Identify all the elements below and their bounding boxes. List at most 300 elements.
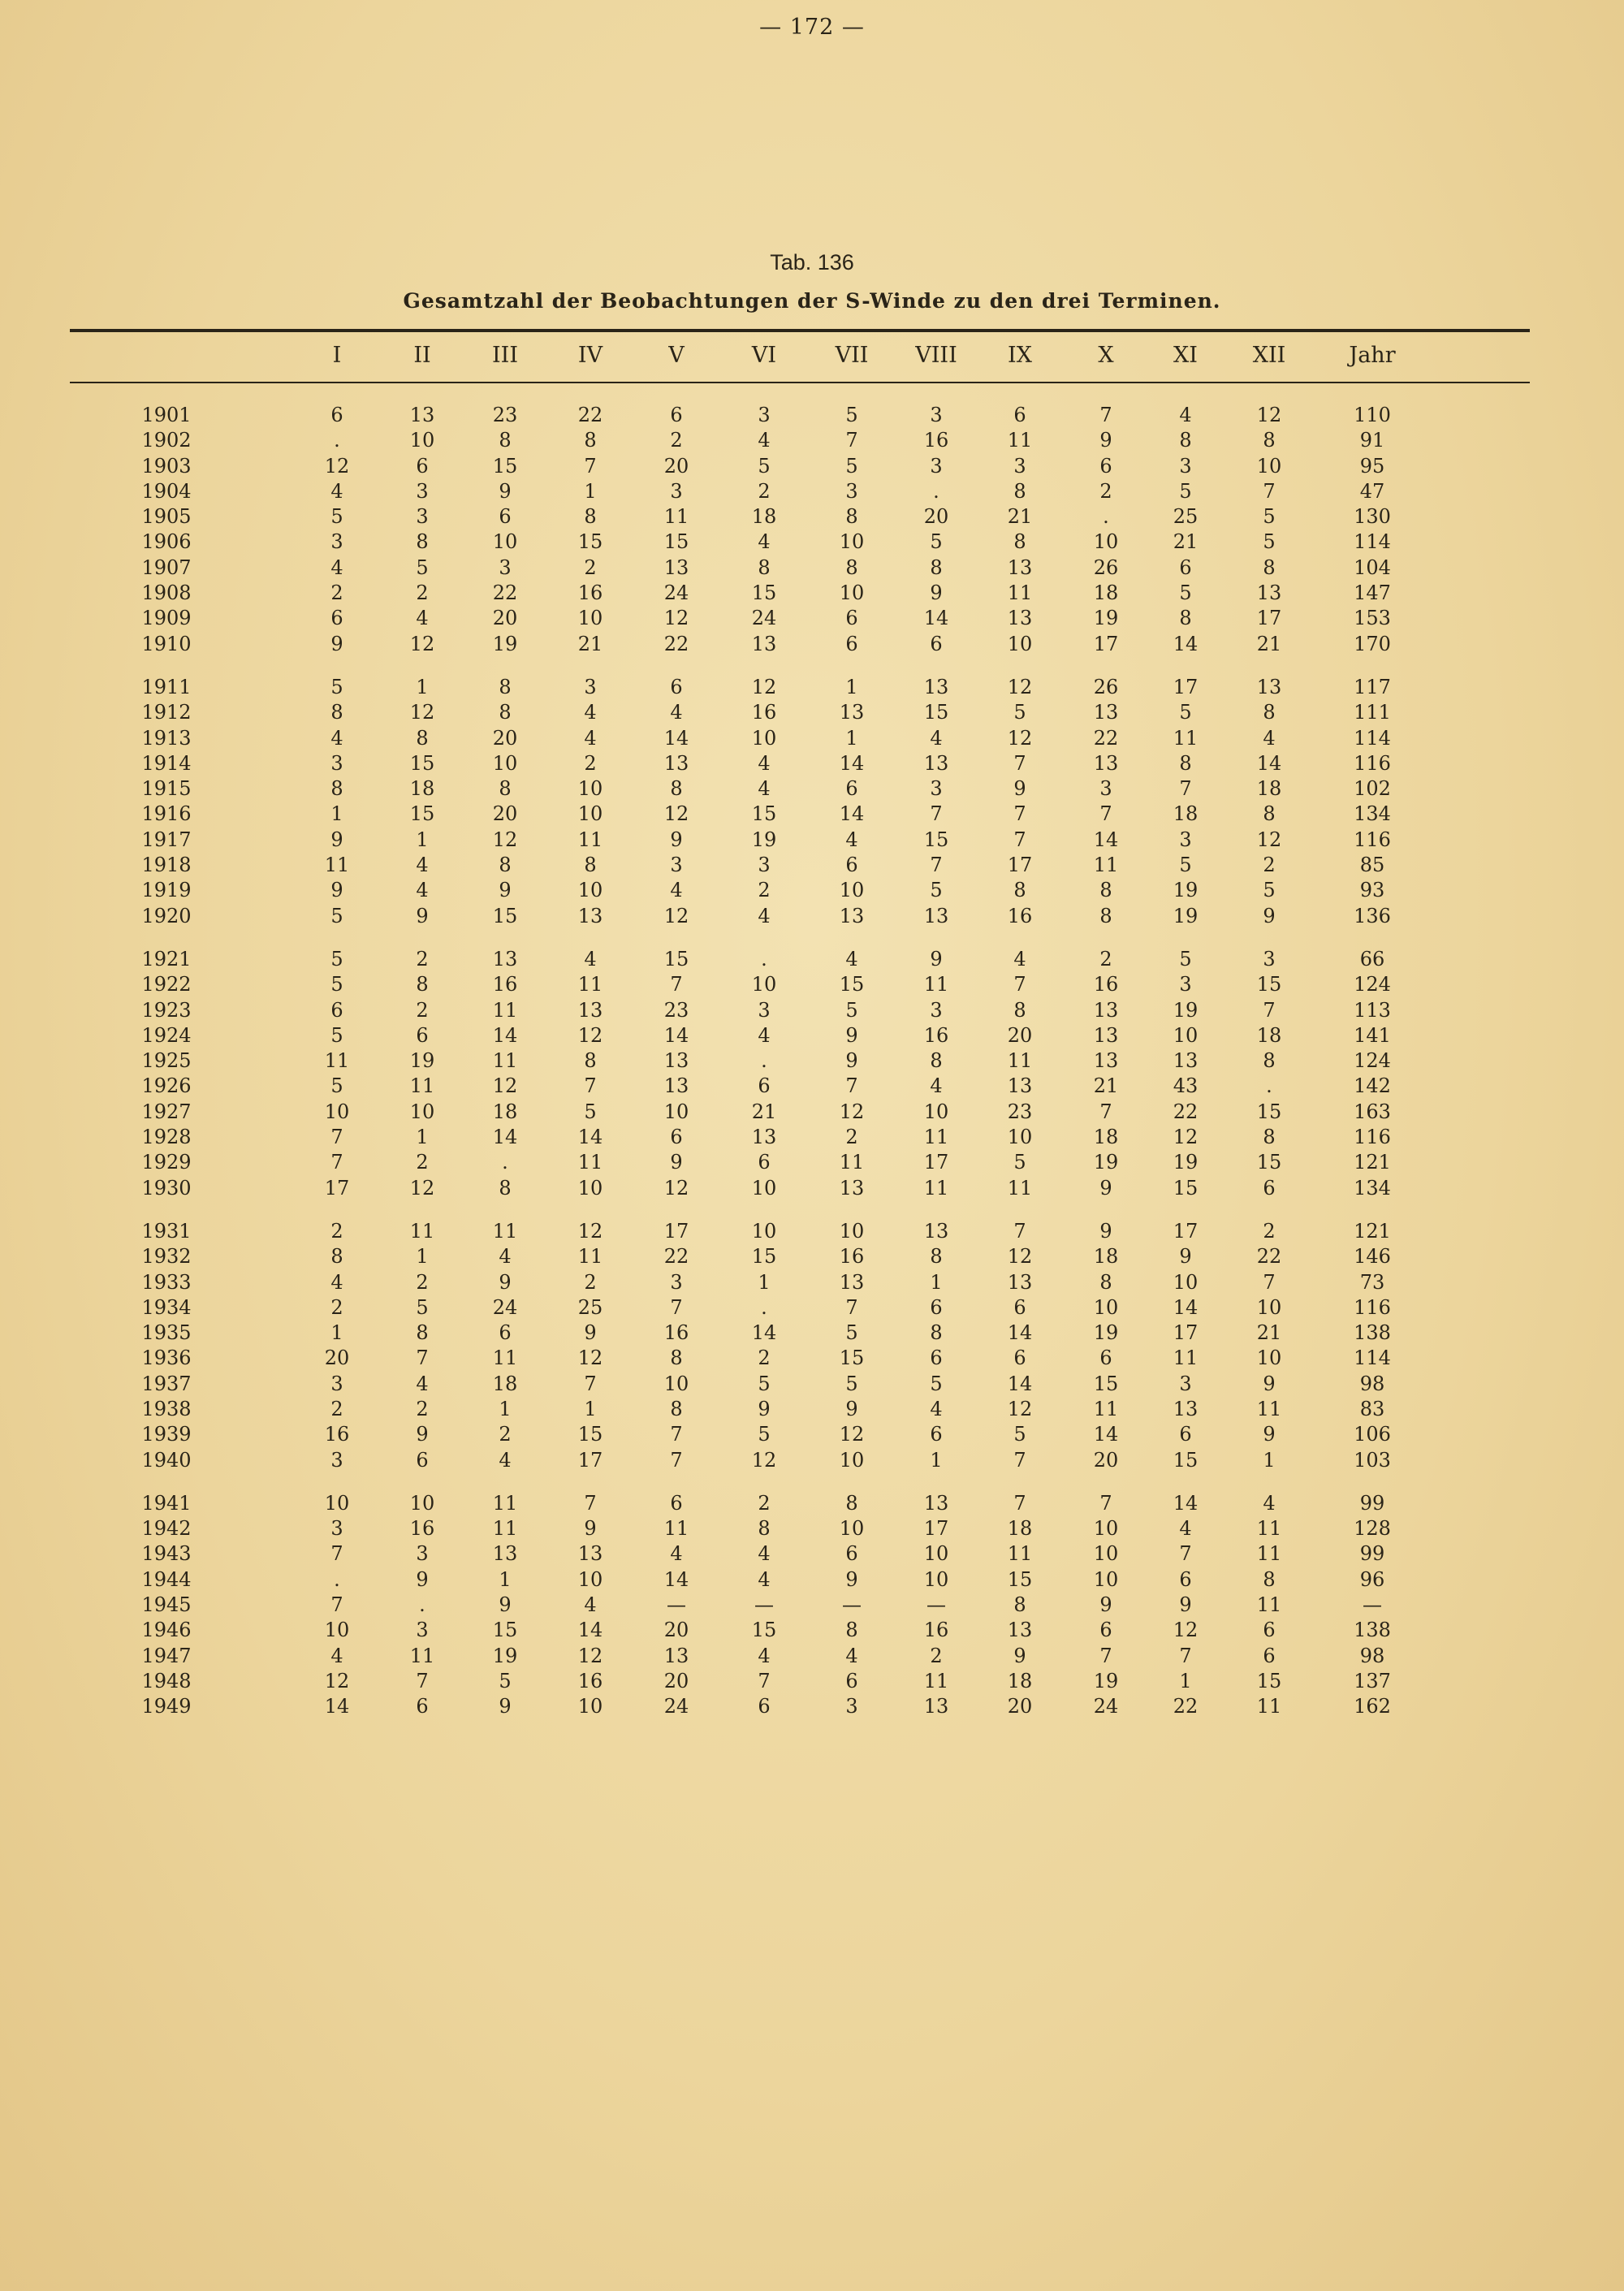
table-cell: 7 (1179, 777, 1192, 801)
table-cell: 10 (839, 879, 865, 902)
table-cell: 4 (416, 607, 429, 630)
table-cell: 9 (499, 1270, 512, 1294)
table-cell: 24 (1093, 1695, 1119, 1718)
table-cell: 96 (1359, 1567, 1385, 1591)
table-row (0, 1397, 1624, 1422)
table-cell: 10 (663, 1372, 689, 1395)
table-cell: 10 (923, 1542, 949, 1566)
table-cell: 2 (758, 479, 771, 503)
table-cell: 20 (1007, 1023, 1033, 1047)
table-row (0, 1618, 1624, 1643)
table-cell: 4 (670, 1542, 683, 1566)
table-cell: 3 (930, 454, 943, 478)
table-cell: . (334, 1567, 340, 1591)
table-cell: 18 (492, 1372, 518, 1395)
table-cell: 11 (577, 1245, 603, 1269)
table-cell: 20 (923, 505, 949, 529)
table-cell: 7 (1099, 1100, 1112, 1123)
table-cell: 8 (584, 429, 597, 452)
table-cell: 4 (930, 726, 943, 750)
table-cell: 13 (923, 1219, 949, 1243)
table-cell: 13 (751, 632, 777, 655)
table-cell: 4 (584, 947, 597, 970)
table-cell: 2 (416, 1397, 429, 1420)
year-cell: 1938 (141, 1397, 192, 1420)
table-cell: 19 (1173, 998, 1199, 1022)
table-cell: 11 (492, 1049, 518, 1073)
table-cell: 11 (577, 1151, 603, 1174)
table-row (0, 904, 1624, 929)
table-cell: 4 (845, 828, 858, 851)
table-row (0, 428, 1624, 453)
column-header: Jahr (1349, 343, 1396, 368)
table-cell: 13 (1093, 1049, 1119, 1073)
year-block (0, 1219, 1624, 1473)
table-cell: 114 (1354, 530, 1391, 554)
table-cell: 22 (1093, 726, 1119, 750)
table-cell: 7 (1013, 1448, 1026, 1472)
table-cell: 2 (416, 947, 429, 970)
table-cell: 6 (1179, 1423, 1192, 1446)
table-cell: 11 (1007, 581, 1033, 605)
table-cell: 4 (416, 879, 429, 902)
table-cell: 7 (1013, 828, 1026, 851)
table-cell: 6 (1099, 1619, 1112, 1642)
table-cell: 15 (751, 581, 777, 605)
table-cell: 12 (577, 1023, 603, 1047)
table-cell: 1 (1263, 1448, 1276, 1472)
table-cell: 6 (416, 454, 429, 478)
table-cell: 21 (1256, 632, 1282, 655)
table-cell: 1 (930, 1270, 943, 1294)
table-cell: 16 (577, 1669, 603, 1692)
table-cell: 13 (1256, 581, 1282, 605)
year-cell: 1917 (141, 828, 192, 851)
table-cell: 3 (416, 1619, 429, 1642)
year-block (0, 1491, 1624, 1720)
table-cell: 6 (1179, 1567, 1192, 1591)
table-cell: 6 (1263, 1619, 1276, 1642)
year-cell: 1947 (141, 1644, 192, 1667)
table-cell: 10 (409, 1100, 435, 1123)
table-row (0, 1048, 1624, 1074)
column-header: VI (751, 343, 777, 368)
table-cell: 1 (499, 1567, 512, 1591)
year-cell: 1949 (141, 1695, 192, 1718)
table-cell: 121 (1354, 1219, 1391, 1243)
table-cell: 10 (409, 429, 435, 452)
table-cell: 22 (1256, 1245, 1282, 1269)
table-cell: 6 (845, 1669, 858, 1692)
table-cell: 9 (499, 879, 512, 902)
table-cell: 10 (492, 751, 518, 775)
table-cell: 5 (330, 947, 343, 970)
table-cell: 10 (751, 1219, 777, 1243)
table-cell: 7 (1179, 1644, 1192, 1667)
table-cell: 3 (1179, 973, 1192, 996)
table-cell: 4 (1179, 1517, 1192, 1541)
table-cell: 15 (663, 947, 689, 970)
table-cell: 8 (930, 1321, 943, 1345)
table-cell: 13 (1093, 1023, 1119, 1047)
column-header-row (0, 343, 1624, 375)
table-cell: 19 (409, 1049, 435, 1073)
table-cell: 11 (1007, 1049, 1033, 1073)
table-cell: 146 (1354, 1245, 1391, 1269)
table-cell: . (334, 429, 340, 452)
year-cell: 1933 (141, 1270, 192, 1294)
table-cell: 7 (330, 1151, 343, 1174)
table-cell: 11 (409, 1074, 435, 1098)
table-cell: 15 (1093, 1372, 1119, 1395)
table-cell: 114 (1354, 726, 1391, 750)
year-cell: 1903 (141, 454, 192, 478)
table-cell: 13 (1007, 607, 1033, 630)
table-cell: 10 (1093, 1567, 1119, 1591)
table-row (0, 700, 1624, 725)
table-cell: 10 (1256, 1295, 1282, 1319)
table-cell: 5 (930, 1372, 943, 1395)
table-cell: 13 (923, 904, 949, 927)
table-cell: 15 (1173, 1176, 1199, 1200)
table-cell: 16 (839, 1245, 865, 1269)
year-cell: 1907 (141, 555, 192, 579)
table-cell: 3 (845, 1695, 858, 1718)
year-cell: 1943 (141, 1542, 192, 1566)
year-cell: 1934 (141, 1295, 192, 1319)
table-cell: 9 (1099, 1219, 1112, 1243)
table-cell: 1 (416, 828, 429, 851)
table-cell: 5 (1263, 530, 1276, 554)
table-cell: 17 (1007, 854, 1033, 877)
table-cell: 103 (1354, 1448, 1391, 1472)
table-cell: 4 (416, 1372, 429, 1395)
table-cell: 22 (1173, 1100, 1199, 1123)
table-cell: 11 (1093, 1397, 1119, 1420)
table-cell: 2 (1099, 479, 1112, 503)
table-cell: 3 (330, 530, 343, 554)
table-cell: 25 (1173, 505, 1199, 529)
table-cell: 13 (839, 904, 865, 927)
table-cell: 15 (492, 454, 518, 478)
table-cell: 2 (416, 581, 429, 605)
table-cell: 16 (923, 429, 949, 452)
table-cell: 12 (492, 1074, 518, 1098)
table-cell: 13 (923, 751, 949, 775)
table-cell: 1 (584, 1397, 597, 1420)
table-cell: 20 (1093, 1448, 1119, 1472)
table-cell: 3 (1179, 1372, 1192, 1395)
table-cell: 12 (839, 1423, 865, 1446)
table-cell: 2 (758, 1347, 771, 1370)
table-cell: 3 (330, 1517, 343, 1541)
table-cell: 13 (1007, 1270, 1033, 1294)
year-cell: 1926 (141, 1074, 192, 1098)
table-cell: 21 (751, 1100, 777, 1123)
table-cell: 6 (845, 777, 858, 801)
table-cell: 11 (1256, 1397, 1282, 1420)
table-cell: 10 (409, 1491, 435, 1515)
table-cell: 2 (845, 1126, 858, 1149)
table-cell: 10 (492, 530, 518, 554)
table-cell: 8 (1263, 1126, 1276, 1149)
table-cell: 18 (1256, 777, 1282, 801)
table-cell: 6 (845, 607, 858, 630)
table-cell: 5 (416, 555, 429, 579)
table-cell: 14 (577, 1126, 603, 1149)
table-cell: 3 (845, 479, 858, 503)
table-cell: 8 (330, 701, 343, 724)
table-cell: 19 (492, 1644, 518, 1667)
table-cell: 3 (930, 404, 943, 426)
table-cell: 17 (1256, 607, 1282, 630)
table-cell: 153 (1354, 607, 1391, 630)
table-cell: 128 (1354, 1517, 1391, 1541)
table-cell: 6 (330, 998, 343, 1022)
table-cell: 4 (584, 726, 597, 750)
table-cell: 5 (930, 530, 943, 554)
table-cell: 14 (663, 1567, 689, 1591)
table-row (0, 1593, 1624, 1618)
table-cell: 6 (1013, 1295, 1026, 1319)
table-cell: 16 (1093, 973, 1119, 996)
table-cell: 11 (923, 1176, 949, 1200)
table-cell: 12 (663, 904, 689, 927)
table-cell: 9 (1013, 1644, 1026, 1667)
table-cell: 8 (416, 1321, 429, 1345)
table-cell: 141 (1354, 1023, 1391, 1047)
year-cell: 1936 (141, 1347, 192, 1370)
table-cell: 66 (1359, 947, 1385, 970)
table-cell: 17 (1173, 1219, 1199, 1243)
table-cell: 13 (1007, 555, 1033, 579)
year-cell: 1921 (141, 947, 192, 970)
table-cell: 5 (845, 998, 858, 1022)
table-cell: 7 (1013, 1219, 1026, 1243)
table-cell: 9 (930, 581, 943, 605)
table-cell: 6 (416, 1448, 429, 1472)
table-cell: 5 (1263, 505, 1276, 529)
table-cell: 17 (923, 1517, 949, 1541)
table-cell: 15 (839, 1347, 865, 1370)
table-cell: 8 (584, 854, 597, 877)
table-cell: 14 (1173, 1295, 1199, 1319)
table-cell: 5 (330, 973, 343, 996)
table-cell: 4 (584, 701, 597, 724)
table-cell: 1 (1179, 1669, 1192, 1692)
table-cell: 9 (584, 1517, 597, 1541)
table-cell: 16 (492, 973, 518, 996)
table-cell: 7 (1099, 1491, 1112, 1515)
page-number: — 172 — (759, 15, 865, 40)
table-cell: 3 (416, 479, 429, 503)
table-cell: 17 (663, 1219, 689, 1243)
table-cell: 4 (845, 947, 858, 970)
table-cell: 5 (845, 404, 858, 426)
table-row (0, 1321, 1624, 1346)
table-cell: . (761, 1295, 767, 1319)
year-cell: 1939 (141, 1423, 192, 1446)
table-cell: 5 (758, 1372, 771, 1395)
table-cell: 3 (330, 1372, 343, 1395)
table-cell: 10 (1173, 1023, 1199, 1047)
table-cell: 4 (758, 904, 771, 927)
table-cell: 19 (492, 632, 518, 655)
table-cell: 10 (1093, 530, 1119, 554)
table-cell: 6 (930, 1423, 943, 1446)
table-cell: 26 (1093, 675, 1119, 698)
table-cell: 11 (409, 1644, 435, 1667)
table-cell: 3 (758, 854, 771, 877)
table-cell: 162 (1354, 1695, 1391, 1718)
table-cell: 14 (839, 751, 865, 775)
table-cell: 12 (409, 701, 435, 724)
table-cell: 8 (1099, 879, 1112, 902)
year-cell: 1948 (141, 1669, 192, 1692)
table-cell: 1 (845, 726, 858, 750)
table-cell: 9 (845, 1023, 858, 1047)
table-cell: 11 (1256, 1542, 1282, 1566)
year-cell: 1919 (141, 879, 192, 902)
table-cell: 7 (845, 1074, 858, 1098)
table-cell: 124 (1354, 1049, 1391, 1073)
year-block (0, 403, 1624, 657)
table-cell: 2 (416, 998, 429, 1022)
table-cell: 19 (751, 828, 777, 851)
table-cell: 5 (1179, 947, 1192, 970)
table-cell: 8 (499, 854, 512, 877)
table-cell: 11 (1256, 1593, 1282, 1617)
column-header: XII (1252, 343, 1286, 368)
table-row (0, 1295, 1624, 1321)
table-cell: 10 (923, 1100, 949, 1123)
table-row (0, 1669, 1624, 1694)
table-cell: 134 (1354, 1176, 1391, 1200)
table-cell: 9 (1263, 904, 1276, 927)
year-cell: 1930 (141, 1176, 192, 1200)
table-cell: 9 (1099, 1176, 1112, 1200)
table-cell: 8 (1179, 429, 1192, 452)
year-cell: 1945 (141, 1593, 192, 1617)
table-cell: 17 (324, 1176, 350, 1200)
table-cell: 10 (1256, 1347, 1282, 1370)
table-cell: 21 (577, 632, 603, 655)
table-cell: 5 (1179, 581, 1192, 605)
table-cell: 8 (930, 1245, 943, 1269)
table-cell: 6 (1263, 1644, 1276, 1667)
table-cell: 15 (923, 701, 949, 724)
table-cell: 10 (1256, 454, 1282, 478)
year-cell: 1912 (141, 701, 192, 724)
table-row (0, 1372, 1624, 1397)
table-cell: 121 (1354, 1151, 1391, 1174)
table-cell: 10 (1007, 632, 1033, 655)
table-cell: 14 (492, 1023, 518, 1047)
table-cell: 73 (1359, 1270, 1385, 1294)
table-cell: 15 (751, 1245, 777, 1269)
table-row (0, 1023, 1624, 1048)
table-cell: 3 (584, 675, 597, 698)
table-cell: 8 (1013, 998, 1026, 1022)
table-cell: 4 (584, 1593, 597, 1617)
year-cell: 1937 (141, 1372, 192, 1395)
year-cell: 1901 (141, 404, 192, 426)
table-cell: 4 (1263, 1491, 1276, 1515)
table-cell: 13 (751, 1126, 777, 1149)
table-cell: 6 (416, 1695, 429, 1718)
table-cell: 13 (577, 998, 603, 1022)
table-cell: 7 (330, 1593, 343, 1617)
table-cell: . (502, 1151, 508, 1174)
table-cell: 11 (1007, 429, 1033, 452)
table-cell: 4 (670, 701, 683, 724)
table-cell: 6 (416, 1023, 429, 1047)
table-cell: 11 (1007, 1542, 1033, 1566)
table-row (0, 606, 1624, 631)
table-cell: 7 (845, 1295, 858, 1319)
table-cell: 2 (499, 1423, 512, 1446)
table-row (0, 1219, 1624, 1244)
table-cell: 6 (930, 632, 943, 655)
table-cell: 117 (1354, 675, 1391, 698)
table-cell: 5 (845, 1321, 858, 1345)
table-cell: 10 (577, 802, 603, 826)
table-cell: 13 (1093, 701, 1119, 724)
table-cell: 137 (1354, 1669, 1391, 1692)
table-cell: 18 (409, 777, 435, 801)
table-cell: 8 (330, 1245, 343, 1269)
table-cell: 11 (663, 1517, 689, 1541)
table-cell: 2 (416, 1151, 429, 1174)
table-cell: 2 (330, 1295, 343, 1319)
table-cell: 24 (751, 607, 777, 630)
table-cell: 8 (1013, 879, 1026, 902)
table-cell: 14 (1007, 1321, 1033, 1345)
table-row (0, 454, 1624, 479)
table-cell: 15 (923, 828, 949, 851)
table-row (0, 1422, 1624, 1447)
table-cell: 5 (330, 505, 343, 529)
column-header: VII (835, 343, 869, 368)
table-cell: 12 (577, 1644, 603, 1667)
table-cell: 9 (1179, 1245, 1192, 1269)
table-cell: 18 (1093, 581, 1119, 605)
table-row (0, 479, 1624, 504)
table-cell: 7 (584, 454, 597, 478)
table-label: Tab. 136 (770, 250, 854, 274)
table-cell: 6 (1099, 454, 1112, 478)
table-cell: 16 (409, 1517, 435, 1541)
table-cell: 8 (845, 505, 858, 529)
table-cell: 12 (1007, 726, 1033, 750)
table-cell: 4 (930, 1397, 943, 1420)
table-cell: 12 (577, 1219, 603, 1243)
table-cell: 8 (1013, 1593, 1026, 1617)
table-cell: 12 (839, 1100, 865, 1123)
table-cell: 18 (1173, 802, 1199, 826)
table-cell: 136 (1354, 904, 1391, 927)
table-row (0, 1270, 1624, 1295)
table-cell: 7 (670, 1448, 683, 1472)
table-cell: 15 (751, 1619, 777, 1642)
table-cell: 3 (1013, 454, 1026, 478)
table-row (0, 1448, 1624, 1473)
year-cell: 1922 (141, 973, 192, 996)
table-cell: 17 (577, 1448, 603, 1472)
table-cell: 3 (499, 555, 512, 579)
table-cell: 8 (1099, 1270, 1112, 1294)
table-cell: 17 (1173, 675, 1199, 698)
